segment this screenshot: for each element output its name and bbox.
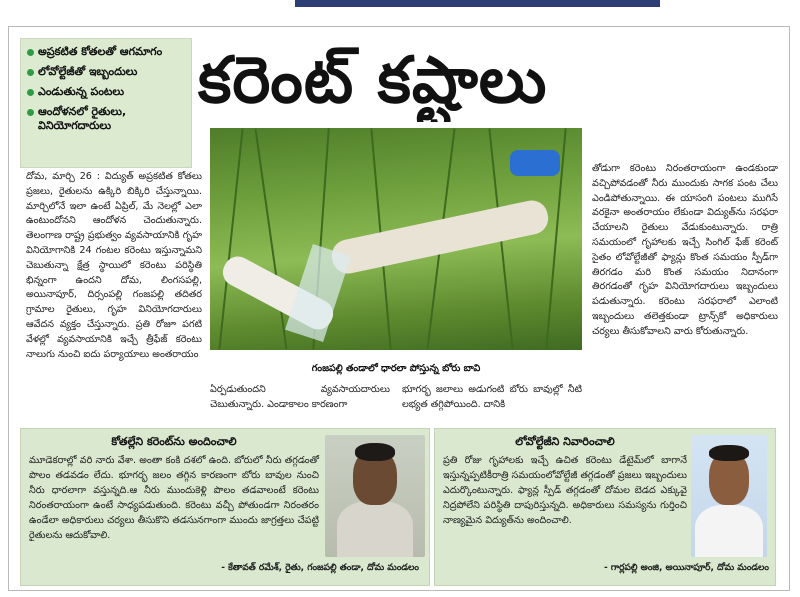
borewell-photo — [210, 128, 582, 350]
blue-pipe-cap — [510, 150, 560, 176]
bullet-dot-icon — [27, 49, 34, 56]
bullet-dot-icon — [27, 109, 34, 116]
quote-signature: - గార్లపల్లి అంజి, అయినాపూర్, దోమ మండలం — [604, 563, 769, 573]
farmer-photo — [325, 435, 425, 557]
photo-caption: గంజపల్లి తండాలో ధారలా పోస్తున్న బోరు బావి — [311, 363, 481, 374]
highlight-item: ఆందోళనలో రైతులు, వినియోగదారులు — [27, 105, 185, 133]
quote-signature: - కేతావత్ రమేశ్, రైతు, గంజపల్లి తండా, దోమ మండలం — [221, 563, 419, 573]
article-text: భూగర్భ జలాలు అడుగంటి బోరు బావుల్లో నీటి లభ్యత తగ్గిపోయింది. దానికి — [402, 384, 582, 410]
highlights-box — [20, 38, 192, 168]
quote-box-resident — [434, 428, 776, 586]
quote-title: లోవోల్టేజీని నివారించాలి — [515, 435, 615, 448]
article-column-4 — [592, 162, 778, 340]
quote-text: ప్రతి రోజు గృహాలకు ఇచ్చే ఉచిత కరెంటు డేటైమ్‌లో బాగానే ఇస్తున్నప్పటికీరాత్రి సమయంలోవోల్టేజీ తగ్గడంతో ప్రజలు ఇబ్బందులు ఎదుర్కొంటున్నారు. ఫ్యాన్ల స్పీడ్ తగ్గడంతో దోమల బెడద ఎక్కువై నిద్రపోలేని పరిస్థితి దాపురిస్తున్నది. అధికారులు సమస్యను గుర్తించి నాణ్యమైన విద్యుత్‌ను అందించాలి. — [443, 455, 687, 526]
top-accent-bar — [295, 0, 660, 7]
resident-photo — [691, 435, 767, 557]
highlight-item: అప్రకటిత కోతలతో ఆగమాగం — [27, 45, 185, 59]
quote-text: మూడెకరాల్లో వరి నారు వేశా. అంతా కంకి దశలో ఉంది. బోరులో నీరు తగ్గడంతో పొలం తడవడం లేదు. భూగర్భ జలం తగ్గిన కారణంగా బోరు బావుల నుంచి నీరు ధారలాగా వస్తున్నది.ఆ నీరు ముందుకెళ్లి పొలం తడవాలంటే కరెంటు నిరంతరాయంగా ఉంటే సాధ్యపడుతుంది. కరెంటు వచ్చీ పోతుండగా నిరంతరం ఉండేలా అధికారులు చర్యలు తీసుకొని తడసునగాంగా ముందు జాగ్రత్తలు చేపట్టి రైతులను ఆదుకోవాలి. — [29, 455, 319, 541]
article-text: దోమ, మార్చి 26 : విద్యుత్ అప్రకటిత కోతలు ప్రజలు, రైతులను ఉక్కిరి బిక్కిరి చేస్తున్నాయి. మార్చిలోనే ఇలా ఉంటే ఏప్రిల్, మే నెలల్లో ఎలా ఉంటుందోనని ఆందోళన చెందుతున్నారు. తెలంగాణ రాష్ట్ర ప్రభుత్వం వ్యవసాయానికి గృహ వినియోగానికి 24 గంటల కరెంటు ఇస్తున్నామని చెబుతున్నా క్షేత్ర స్థాయిలో కరెంటు పరిస్థితి భిన్నంగా ఉందని దోమ, లింగసపల్లి, అయినాపూర్, దిర్సంపల్లి గంజపల్లి తదితర గ్రామాల రైతులు, గృహ వినియోగదారులు ఆవేదన వ్యక్తం చేస్తున్నారు. ప్రతి రోజూ పగటి వేళల్లో వ్యవసాయానికి ఇచ్చే త్రీఫేజ్ కరెంటు నాలుగు నుంచి ఐదు పర్యాయాలు అంతరాయం — [26, 171, 202, 360]
article-column-2 — [210, 383, 390, 413]
bullet-dot-icon — [27, 69, 34, 76]
headline: కరెంట్ కష్టాలు — [198, 44, 548, 118]
highlight-item: లోవోల్టేజీతో ఇబ్బందులు — [27, 65, 185, 79]
quote-title: కోతల్లేని కరెంట్‌ను అందించాలి — [111, 435, 237, 448]
pipe-shape — [329, 198, 551, 277]
highlight-item: ఎండుతున్న పంటలు — [27, 85, 185, 99]
article-column-1 — [26, 170, 202, 362]
bullet-dot-icon — [27, 89, 34, 96]
quote-box-farmer — [20, 428, 430, 586]
article-text: తోడుగా కరెంటు నిరంతరాయంగా ఉండకుండా వచ్చిపోవడంతో నీరు ముందుకు సాగక పంట చేలు ఎండిపోతున్నాయి. ఈ యాసంగి పంటలు ముగిసే వరకైనా అంతరాయం లేకుండా విద్యుత్‌ను సరఫరా చేయాలని రైతులు వేడుకుంటున్నారు. రాత్రి సమయంలో గృహాలకు ఇచ్చే సింగిల్ ఫేజ్ కరెంట్ సైతం లోవోల్టేజీతో ఫ్యాన్లు కొంత సమయం స్పీడ్‌గా తిరగడం మరి కొంత సమయం నిదానంగా తిరగడంతో గృహ వినియోగదారులు ఇబ్బందులు పడుతున్నారు. కరెంటు సరఫరాలో ఎలాంటి ఇబ్బందులు తలెత్తకుండా ట్రాన్స్‌కో అధికారులు చర్యలు తీసుకోవాలని వారు కోరుతున్నారు. — [592, 163, 778, 337]
article-text: ఏర్పడుతుందని వ్యవసాయదారులు చెబుతున్నారు. ఎండాకాలం కారణంగా — [210, 384, 390, 410]
article-column-3 — [402, 383, 582, 413]
